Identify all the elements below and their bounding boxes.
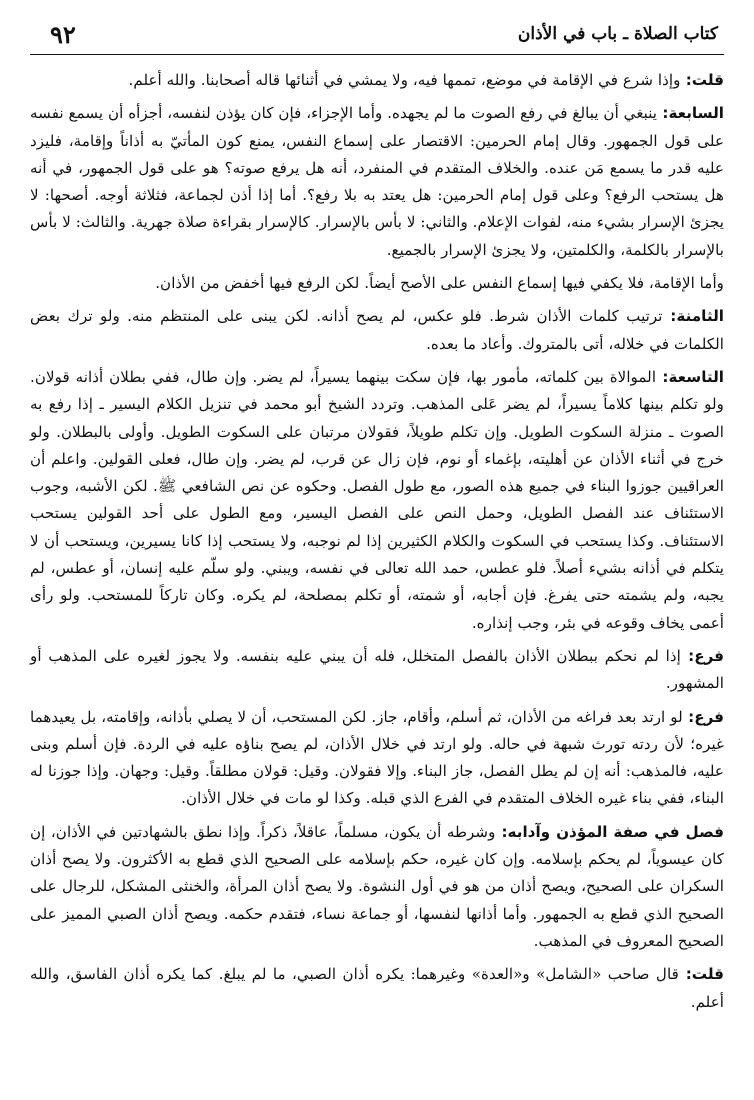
paragraph bbox=[30, 270, 724, 297]
paragraph-text: قال صاحب «الشامل» و«العدة» وغيرهما: يكره أذان الصبي، ما لم يبلغ. كما يكره أذان الفاسق، والله أعلم. bbox=[30, 965, 724, 1011]
book-page bbox=[30, 18, 724, 1082]
paragraph bbox=[30, 643, 724, 698]
paragraph-text: وأما الإقامة، فلا يكفي فيها إسماع النفس على الأصح أيضاً. لكن الرفع فيها أخفض من الأذان. bbox=[155, 274, 724, 293]
paragraph-text: ينبغي أن يبالغ في رفع الصوت ما لم يجهده. وأما الإجزاء، فإن كان يؤذن لنفسه، أجزأه أن يسمع نفسه على قول الجمهور. وقال إمام الحرمين: الاقتصار على إسماع النفس، يمنع كون المأتيّ به أذاناً وإقامة، فليزد عليه قدر ما يسمع مَن عنده. والخلاف المتقدم في المنفرد، أنه هل يرفع صوته؟ هو على قول الجمهور، في أنه هل يستحب الرفع؟ وعلى قول إمام الحرمين: هل يعتد به بلا رفع؟. أما إذا أذن لجماعة، فثلاثة أوجه. أصحها: لا يجزئ الإسرار بشيء منه، لفوات الإعلام. والثاني: لا بأس بالإسرار. كالإسرار بقراءة صلاة جهرية. والثالث: لا بأس بالإسرار بالكلمة، والكلمتين، ولا يجزئ الإسرار بالجميع. bbox=[30, 104, 724, 259]
paragraph-lead: قلت: bbox=[678, 965, 724, 984]
page-body bbox=[30, 67, 724, 1016]
paragraph-text: لو ارتد بعد فراغه من الأذان، ثم أسلم، وأقام، جاز. لكن المستحب، أن لا يصلي بأذانه، وإقامته، بل يعيدهما غيره؛ لأن ردته تورث شبهة في حاله. ولو ارتد في خلال الأذان، لم يصح بناؤه عليه في الردة. فإن أسلم وبنى عليه، فالمذهب: أنه إن لم يطل الفصل، جاز البناء. وإلا فقولان. وقيل: قولان مطلقاً. وقيل: وجهان. وإذا جوزنا له البناء، ففي بناء غيره الخلاف المتقدم في الفرع الذي قبله. وكذا لو مات في خلال الأذان. bbox=[30, 707, 724, 808]
paragraph-lead: فرع: bbox=[680, 646, 724, 665]
paragraph-lead: فرع: bbox=[682, 707, 724, 726]
running-title: كتاب الصلاة ـ باب في الأذان bbox=[517, 24, 718, 44]
paragraph-lead: السابعة: bbox=[657, 104, 724, 123]
page-number: ٩٢ bbox=[50, 20, 76, 49]
paragraph-text: وشرطه أن يكون، مسلماً، عاقلاً، ذكراً. وإذا نطق بالشهادتين في الأذان، إن كان عيسوياً، لم يحكم بإسلامه. وإن كان غيره، حكم بإسلامه على الصحيح الذي قطع به الأكثرون. ولا يصح أذان السكران على الصحيح، ويصح أذان من هو في أول النشوة. ولا يصح أذان المرأة، والخنثى المشكل، للرجال على الصحيح الذي قطع به الجمهور. وأما أذانها لنفسها، أو جماعة نساء، فتقدم حكمه. ويصح أذان الصبي المميز على الصحيح المعروف في المذهب. bbox=[30, 822, 724, 950]
paragraph bbox=[30, 961, 724, 1016]
paragraph-lead: فصل في صفة المؤذن وآدابه: bbox=[495, 822, 724, 841]
paragraph-lead: التاسعة: bbox=[656, 367, 725, 386]
paragraph bbox=[30, 364, 724, 637]
paragraph-text: ترتيب كلمات الأذان شرط. فلو عكس، لم يصح أذانه. لكن يبنى على المنتظم منه. ولو ترك بعض الكلمات في خلاله، أتى بالمتروك. وأعاد ما بعده. bbox=[30, 307, 724, 353]
paragraph bbox=[30, 67, 724, 94]
paragraph-lead: قلت: bbox=[680, 71, 724, 89]
paragraph bbox=[30, 704, 724, 813]
paragraph bbox=[30, 303, 724, 358]
paragraph-lead: الثامنة: bbox=[662, 307, 724, 326]
paragraph-text: الموالاة بين كلماته، مأمور بها، فإن سكت بينهما يسيراً، لم يضر. وإن طال، ففي بطلان أذانه قولان. ولو تكلم بينها كلاماً يسيراً، لم يضر عَلى المذهب. وتردد الشيخ أبو محمد في تنزيل الكلام اليسير ـ إذا رفع به الصوت ـ منزلة السكوت الطويل. وإن تكلم طويلاً، فقولان مرتبان على السكوت الطويل. وأولى بالبطلان. ولو خرج في أثناء الأذان عن أهليته، بإغماء أو نوم، فإن زال عن قرب، لم يضر. وإن طال، فعلى القولين. واعلم أن العراقيين جوزوا البناء في جميع هذه الصور، مع طول الفصل. وحكوه عن نص الشافعي ﷺ. لكن الأشبه، وجوب الاستئناف عند الفصل الطويل، وحمل النص على الفصل اليسير، ومع الطول على أحد القولين يستحب الاستئناف. وكذا يستحب في السكوت والكلام الكثيرين إذا لم نوجبه، ولا يستحب إذا كانا يسيرين، ويستحب أن لا يتكلم في أذانه بشيء أصلاً. فلو عطس، حمد الله تعالى في نفسه، ويبني. ولو سلّم عليه إنسان، أو عطس، لم يجبه، ولم يشمته حتى يفرغ. فإن أجابه، أو شمته، أو تكلم بمصلحة، لم يكره. وكان تاركاً للمستحب. ولو رأى أعمى يخاف وقوعه في بئر، وجب إنذاره. bbox=[30, 367, 724, 632]
page-header bbox=[30, 18, 724, 55]
paragraph bbox=[30, 100, 724, 264]
paragraph bbox=[30, 819, 724, 955]
paragraph-text: وإذا شرع في الإقامة في موضع، تممها فيه، ولا يمشي في أثنائها قاله أصحابنا. والله أعلم. bbox=[128, 71, 681, 89]
paragraph-text: إذا لم نحكم ببطلان الأذان بالفصل المتخلل، فله أن يبني عليه بنفسه. ولا يجوز لغيره على المذهب أو المشهور. bbox=[30, 646, 724, 693]
